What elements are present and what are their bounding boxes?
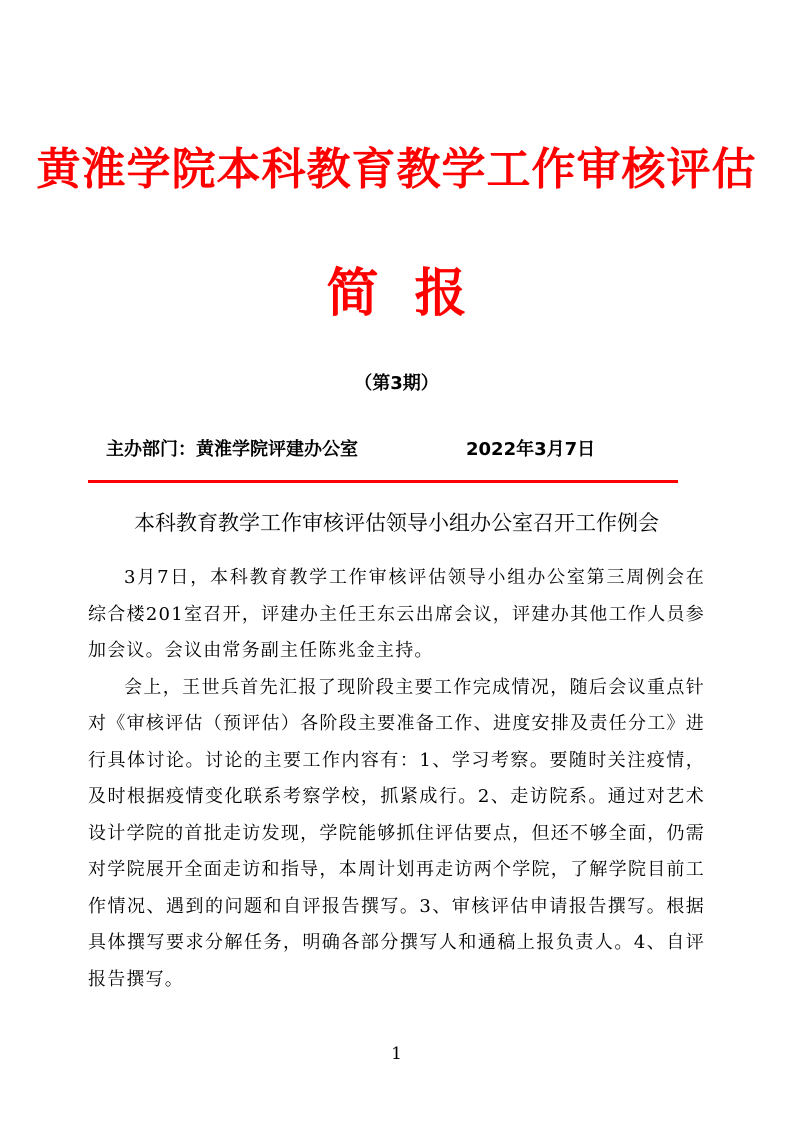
issue-number: （第3期） [354,373,439,394]
article-title: 本科教育教学工作审核评估领导小组办公室召开工作例会 [134,511,659,535]
article-body [88,560,705,998]
sponsor-label: 主办部门：黄淮学院评建办公室 [106,439,358,460]
masthead-subtitle: 简报 [326,264,503,324]
paragraph: 3月7日，本科教育教学工作审核评估领导小组办公室第三周例会在综合楼201室召开，评建办主任王东云出席会议，评建办其他工作人员参加会议。会议由常务副主任陈兆金主持。 [88,567,705,661]
issue-date: 2022年3月7日 [466,439,596,460]
page-number: 1 [391,1044,402,1064]
red-divider [88,480,678,483]
masthead-title: 黄淮学院本科教育教学工作审核评估 [36,144,757,195]
paragraph: 会上，王世兵首先汇报了现阶段主要工作完成情况，随后会议重点针对《审核评估（预评估）各阶段主要准备工作、进度安排及责任分工》进行具体讨论。讨论的主要工作内容有：1、学习考察。要随时关注疫情，及时根据疫情变化联系考察学校，抓紧成行。2、走访院系。通过对艺术设计学院的首批走访发现，学院能够抓住评估要点，但还不够全面，仍需对学院展开全面走访和指导，本周计划再走访两个学院，了解学院目前工作情况、遇到的问题和自评报告撰写。3、审核评估申请报告撰写。根据具体撰写要求分解任务，明确各部分撰写人和通稿上报负责人。4、自评报告撰写。 [88,676,705,990]
sponsor-row [106,437,686,463]
